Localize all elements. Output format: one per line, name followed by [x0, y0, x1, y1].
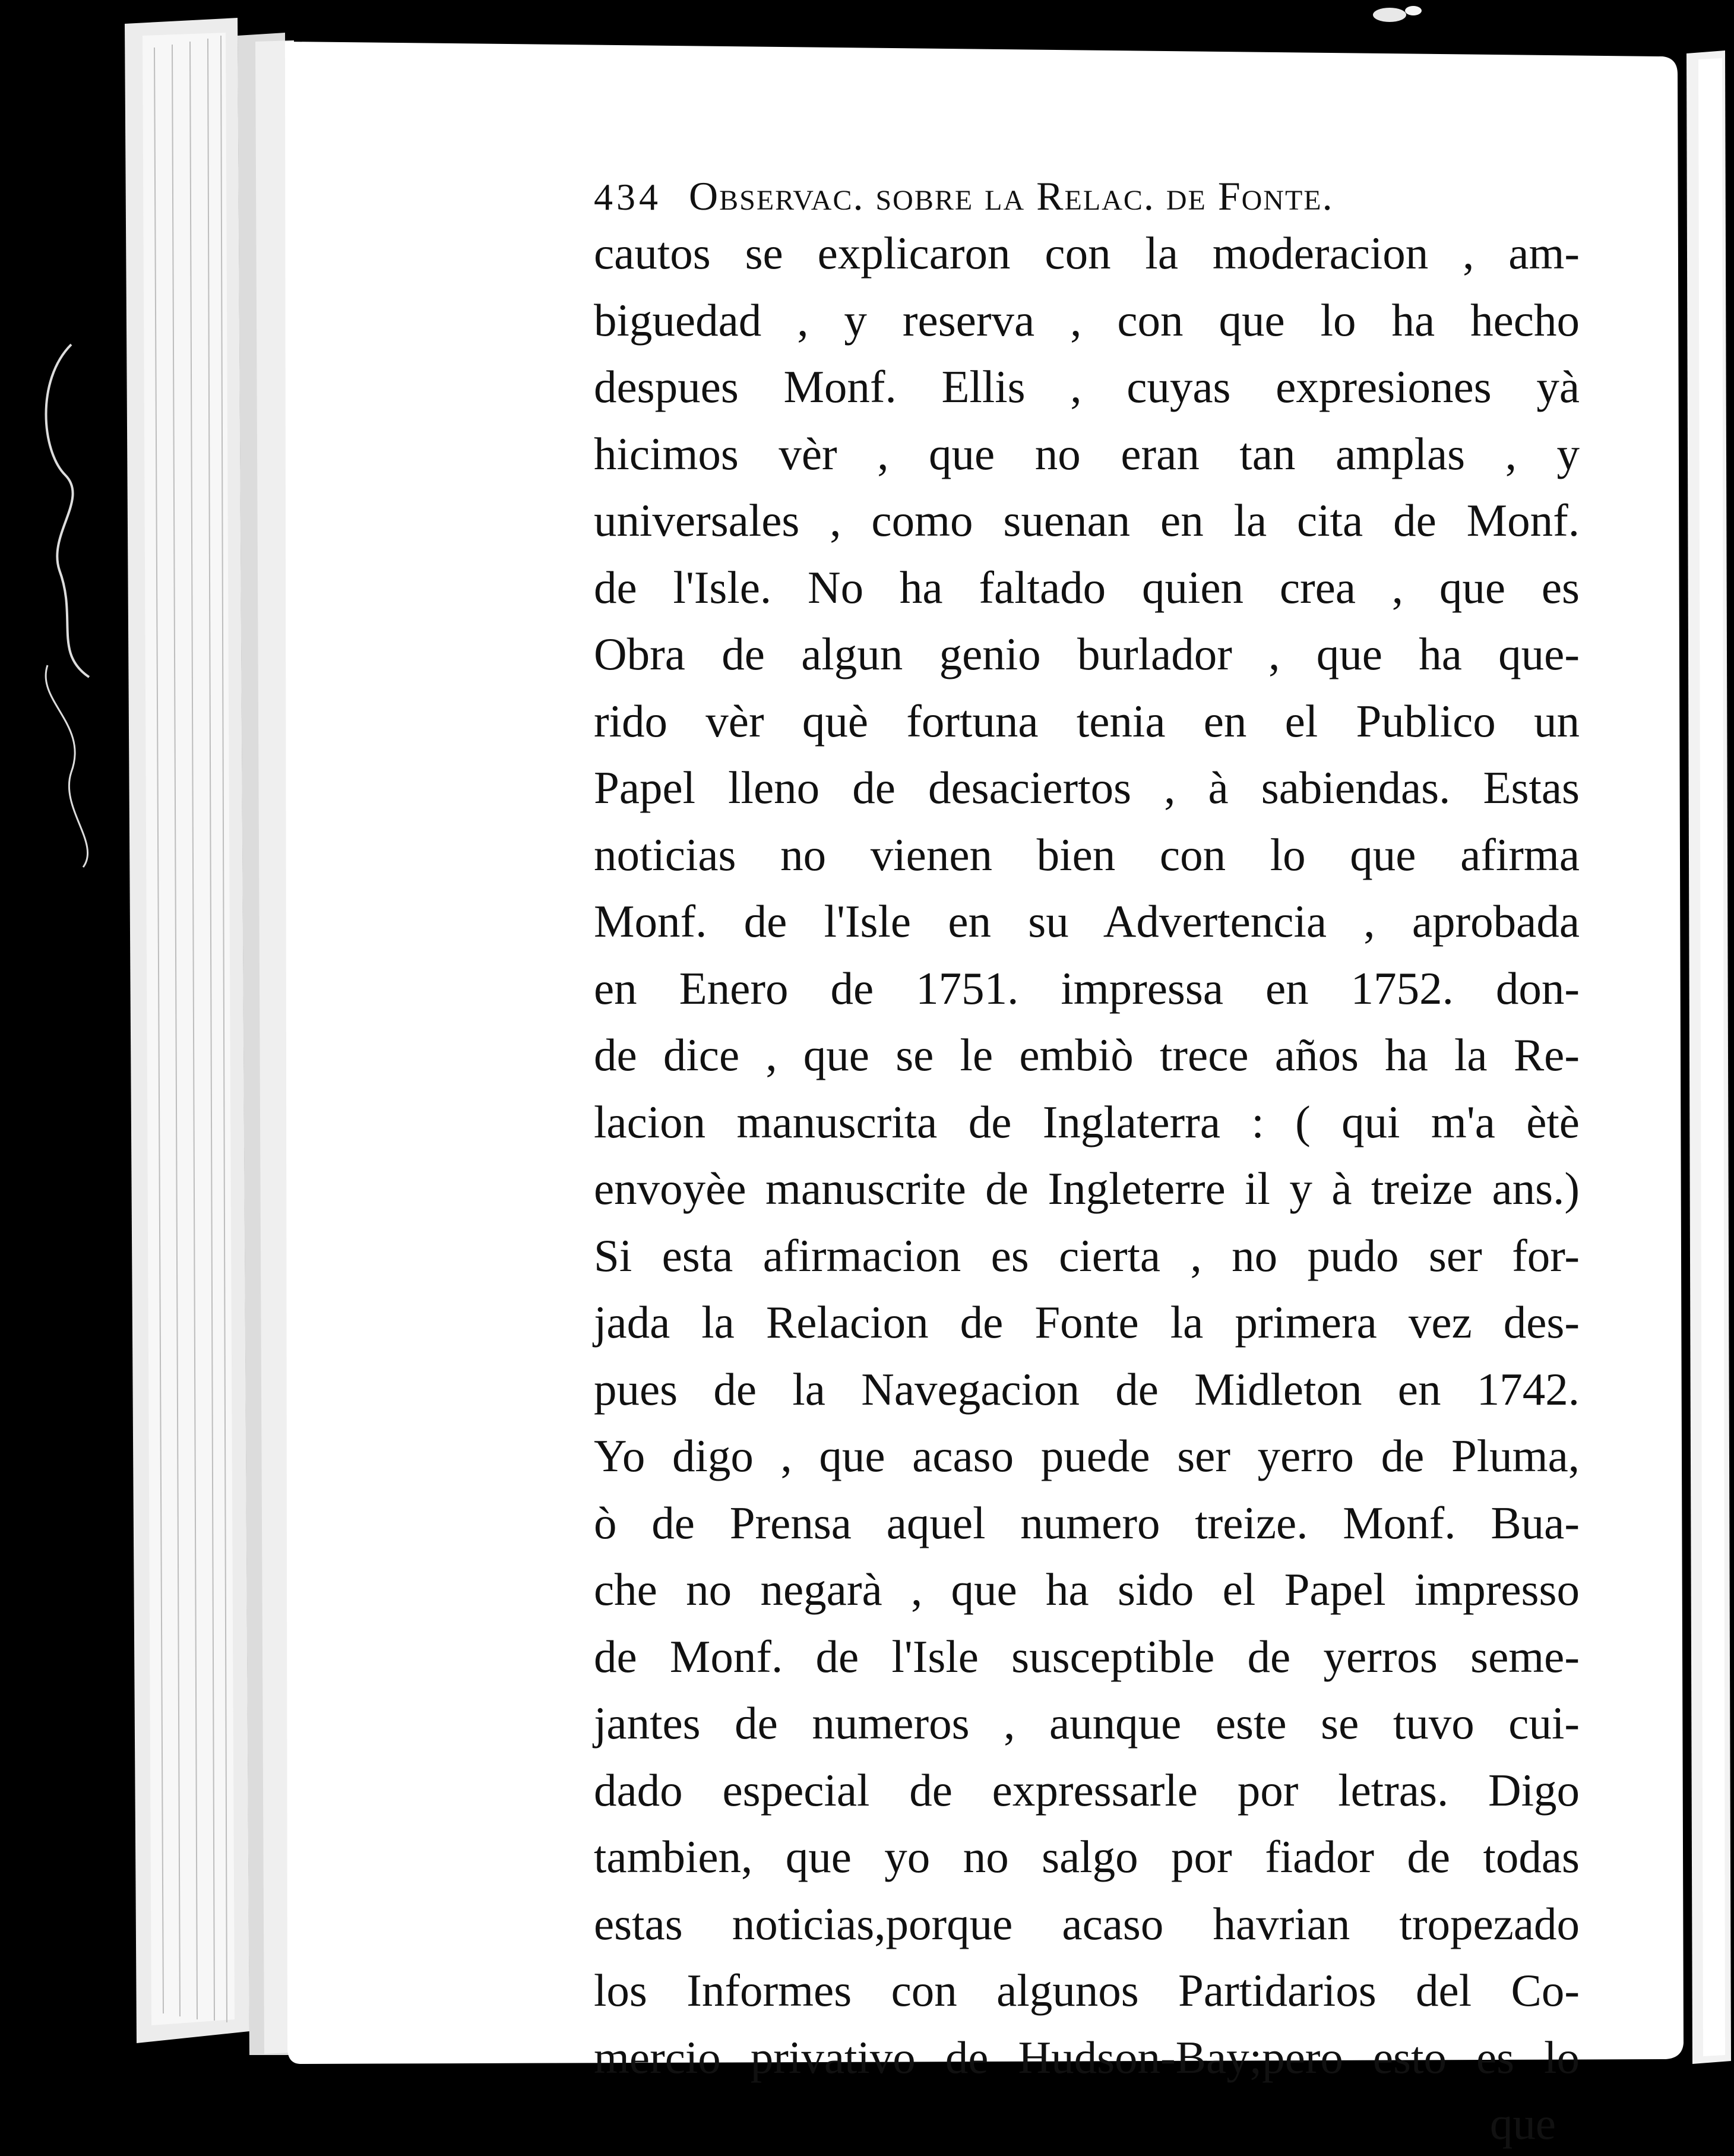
text-line: cautos se explicaron con la moderacion , am-	[594, 227, 1580, 279]
text-block	[594, 172, 1580, 2156]
body-text	[594, 220, 1580, 2091]
text-line: Obra de algun genio burlador , que ha que-	[594, 628, 1580, 679]
page-edges	[125, 18, 303, 2055]
text-line: estas noticias,porque acaso havrian tropezado	[594, 1898, 1580, 1949]
text-line: envoyèe manuscrite de Ingleterre il y à treize ans.)	[594, 1163, 1580, 1214]
text-line: biguedad , y reserva , con que lo ha hecho	[594, 294, 1580, 346]
catchword: que	[1489, 2098, 1556, 2149]
text-line: Monf. de l'Isle en su Advertencia , aprobada	[594, 896, 1580, 947]
text-line: hicimos vèr , que no eran tan amplas , y	[594, 428, 1580, 479]
text-line: de l'Isle. No ha faltado quien crea , que es	[594, 561, 1580, 613]
text-line: pues de la Navegacion de Midleton en 1742.	[594, 1363, 1580, 1415]
text-line: jada la Relacion de Fonte la primera vez des-	[594, 1297, 1580, 1348]
text-line: despues Monf. Ellis , cuyas expresiones yà	[594, 361, 1580, 412]
page-header	[594, 172, 1580, 220]
text-line: che no negarà , que ha sido el Papel impresso	[594, 1564, 1580, 1615]
text-line: Papel lleno de desaciertos , à sabiendas. Estas	[594, 762, 1580, 813]
text-line: jantes de numeros , aunque este se tuvo cui-	[594, 1697, 1580, 1749]
text-line: rido vèr què fortuna tenia en el Publico un	[594, 695, 1580, 747]
text-line: los Informes con algunos Partidarios del Co-	[594, 1965, 1580, 2016]
text-line: dado especial de expressarle por letras. Digo	[594, 1764, 1580, 1816]
text-line: Yo digo , que acaso puede ser yerro de Pluma,	[594, 1430, 1580, 1481]
text-line: de Monf. de l'Isle susceptible de yerros seme-	[594, 1630, 1580, 1682]
text-line: de dice , que se le embiò trece años ha la Re-	[594, 1029, 1580, 1080]
text-line: lacion manuscrita de Inglaterra : ( qui m'a ètè	[594, 1096, 1580, 1147]
text-line: en Enero de 1751. impressa en 1752. don-	[594, 962, 1580, 1014]
running-head: Observac. sobre la Relac. de Fonte.	[689, 173, 1334, 219]
text-line: ò de Prensa aquel numero treize. Monf. Bua-	[594, 1497, 1580, 1548]
text-line: mercio privativo de Hudson-Bay;pero esto es lo	[594, 2031, 1580, 2083]
page-number: 434	[594, 176, 662, 218]
text-line: universales , como suenan en la cita de Monf.	[594, 495, 1580, 546]
text-line: Si esta afirmacion es cierta , no pudo ser for-	[594, 1229, 1580, 1281]
text-line: tambien, que yo no salgo por fiador de todas	[594, 1831, 1580, 1882]
text-line: noticias no vienen bien con lo que afirma	[594, 829, 1580, 880]
